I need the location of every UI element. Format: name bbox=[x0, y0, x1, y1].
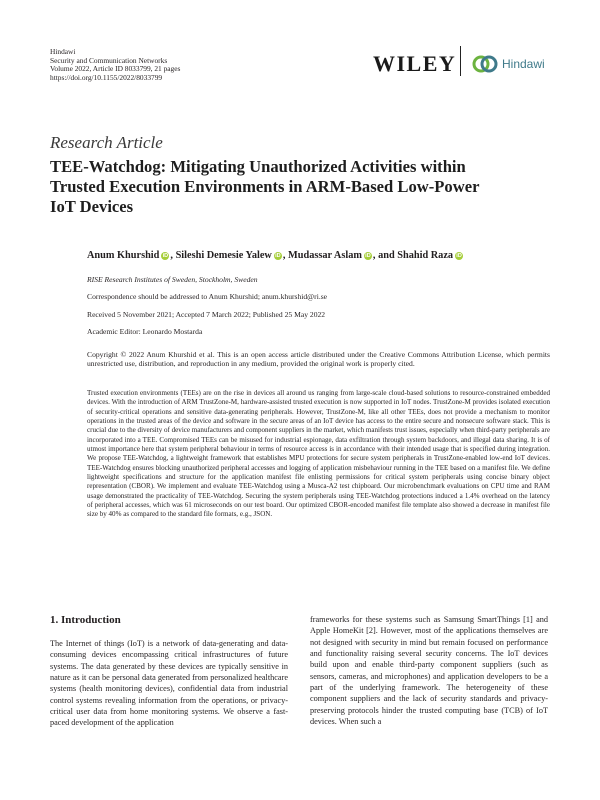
author-separator: , bbox=[170, 250, 176, 261]
orcid-icon[interactable]: iD bbox=[365, 252, 371, 259]
wiley-logo: WILEY bbox=[373, 51, 457, 76]
author-name[interactable]: Shahid Raza bbox=[397, 250, 454, 261]
publication-dates: Received 5 November 2021; Accepted 7 March 2022; Published 25 May 2022 bbox=[87, 310, 326, 319]
section-heading: 1. Introduction bbox=[50, 614, 121, 626]
author-list bbox=[87, 250, 464, 261]
title-line: TEE-Watchdog: Mitigating Unauthorized Activities within bbox=[50, 157, 466, 176]
doi-link[interactable]: https://doi.org/10.1155/2022/8033799 bbox=[50, 72, 163, 82]
orcid-icon[interactable]: iD bbox=[162, 252, 169, 259]
abstract: Trusted execution environments (TEEs) are on the rise in devices all around us ranging from large-scale cloud-based solutions to resource-constrained embedded devices. With the introduction of ARM TrustZone-M, hardware-assisted trusted execution is now supported in IoT nodes. TrustZone-M provides isolated execution of security-critical operations and sensitive data-generating peripherals. However, TrustZone-M, like all other TEEs, does not provide a mechanism to monitor operations in the trusted areas of the device and software in the secure areas of an IoT device has access to the entire secure and nonsecure software stack. This is crucial due to the diversity of device manufacturers and component suppliers in the market, which manifests trust issues, especially when third-party peripherals are incorporated into a TEE. Compromised TEEs can be misused for industrial espionage, data exfiltration through system backdoors, and illegal data sharing. It is of utmost importance here that system peripheral behaviour in terms of resource access is in accordance with their intended usage that is specified during integration. We propose TEE-Watchdog, a lightweight framework that establishes MPU protections for secure system peripherals in TrustZone-enabled low-end IoT devices. TEE-Watchdog ensures blocking unauthorized peripheral accesses and logging of application misbehaviour running in the TEE based on a manifest file. We define lightweight specifications and structure for the application manifest file enlisting permissions for critical system peripherals using concise binary object representation (CBOR). We implement and evaluate TEE-Watchdog using a Musca-A2 test chipboard. Our microbenchmark evaluations on CPU time and RAM usage demonstrated the practicality of TEE-Watchdog. Securing the system peripherals using TEE-Watchdog protections induced a 1.4% overhead on the latency of peripheral accesses, which was 61 microseconds on our test board. Our optimized CBOR-encoded manifest file template also showed a decrease in manifest file size by 40% as compared to the standard file formats, e.g., JSON. bbox=[87, 389, 550, 519]
author-name[interactable]: Sileshi Demesie Yalew bbox=[175, 250, 272, 261]
orcid-icon[interactable]: iD bbox=[456, 252, 462, 259]
hindawi-rings-icon bbox=[472, 54, 498, 74]
body-column-right: frameworks for these systems such as Samsung SmartThings [1] and Apple HomeKit [2]. However, most of the applications themselves are not designed with security in mind but remain focused on performance and functionality raising several security concerns. The IoT devices build upon and enable third-party component suppliers (such as sensors, cameras, and microphones) and application developers to be a part of the underlying framework. The heterogeneity of these component suppliers and the lack of security standards and privacy-preserving protocols hinder the trusted computing base (TCB) of IoT devices. When such a bbox=[310, 615, 548, 727]
title-line: IoT Devices bbox=[50, 197, 134, 216]
title-line: Trusted Execution Environments in ARM-Based Low-Power bbox=[50, 177, 480, 196]
publisher-name: Hindawi bbox=[50, 47, 76, 56]
orcid-icon[interactable]: iD bbox=[275, 252, 281, 259]
copyright-notice: Copyright © 2022 Anum Khurshid et al. This is an open access article distributed under the Creative Commons Attribution License, which permits unrestricted use, distribution, and reproduction in any medium, provided the original work is properly cited. bbox=[87, 350, 550, 369]
author-separator: , and bbox=[372, 250, 398, 261]
journal-name: Security and Communication Networks bbox=[50, 55, 168, 65]
paper-title bbox=[50, 157, 570, 217]
author-name[interactable]: Anum Khurshid bbox=[87, 250, 160, 261]
author-separator: , bbox=[282, 250, 289, 261]
hindawi-logo bbox=[472, 46, 562, 82]
body-column-left: The Internet of things (IoT) is a network of data-generating and data-consuming devices encompassing critical infrastructures of future systems. The data generated by these devices are typically sensitive in nature as it can be personal data generated from personalized healthcare systems (health monitoring devices), confidential data from industrial control systems revealing information from the operations, or privacy-critical user data from home monitoring systems. We observe a fast-paced development of the application bbox=[50, 639, 288, 728]
volume-info: Volume 2022, Article ID 8033799, 21 pages bbox=[50, 64, 181, 74]
author-name[interactable]: Mudassar Aslam bbox=[288, 250, 362, 261]
article-type: Research Article bbox=[50, 133, 163, 152]
academic-editor: Academic Editor: Leonardo Mostarda bbox=[87, 327, 203, 336]
logo-divider bbox=[460, 46, 461, 76]
hindawi-wordmark: Hindawi bbox=[502, 57, 545, 71]
correspondence: Correspondence should be addressed to Anum Khurshid; anum.khurshid@ri.se bbox=[87, 292, 328, 301]
journal-meta bbox=[50, 48, 180, 82]
affiliation: RISE Research Institutes of Sweden, Stockholm, Sweden bbox=[87, 275, 258, 284]
